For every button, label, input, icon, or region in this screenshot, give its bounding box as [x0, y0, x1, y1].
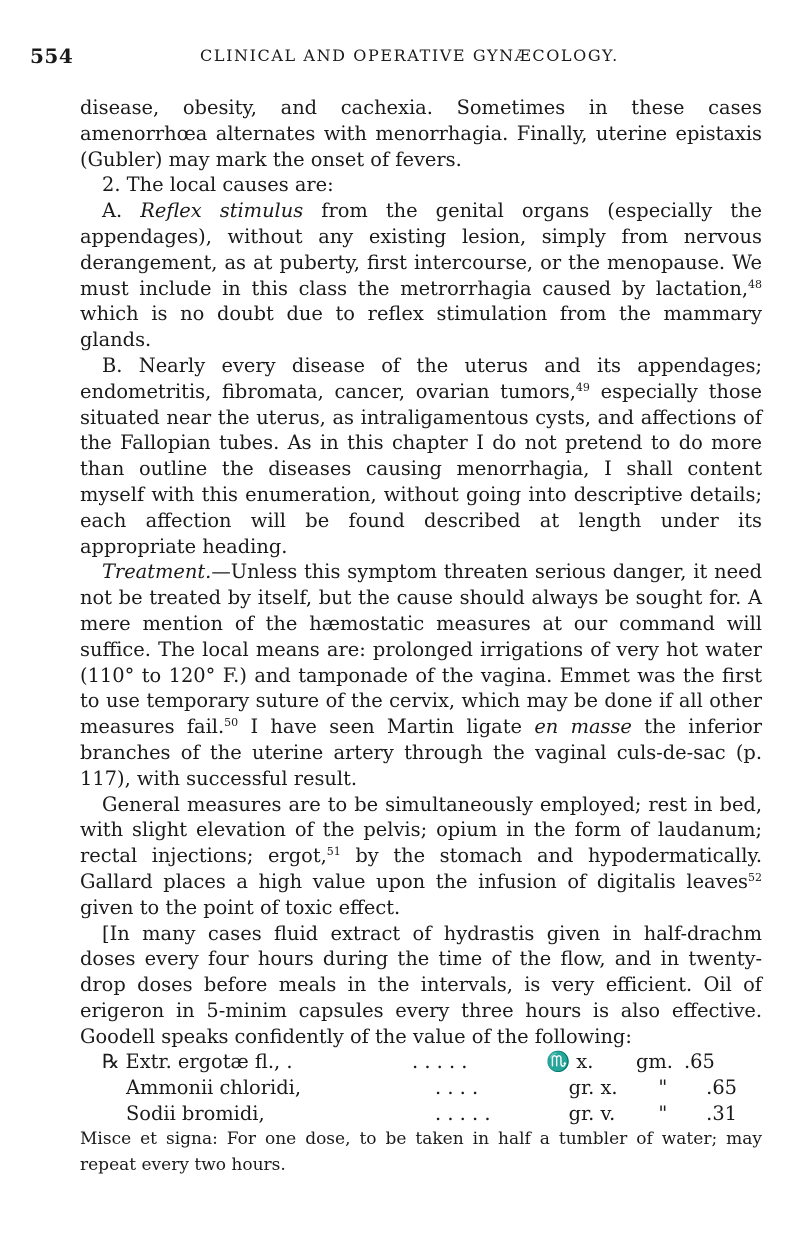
treatment-heading: Treatment.: [102, 560, 212, 584]
paragraph-6-text-a: General measures are to be simultaneously employed; rest in bed, with slight elevation of the pelvis; opium in the form of laudanum; rectal injections; ergot,: [80, 792, 762, 868]
prescription-dose: ♏ x.: [546, 1050, 594, 1074]
paragraph-3-label: A.: [102, 199, 141, 223]
footnote-ref-49: 49: [575, 380, 590, 394]
prescription-ingredient: Ammonii chloridi,: [126, 1076, 301, 1100]
paragraph-6-text-c: given to the point of toxic effect.: [80, 895, 401, 919]
prescription-ingredient: ℞ Extr. ergotæ fl., .: [102, 1050, 293, 1074]
paragraph-5-text-b: I have seen Martin ligate: [238, 715, 535, 739]
paragraph-1: disease, obesity, and cachexia. Sometimes in these cases amenorrhœa alternates with menorrhagia. Finally, uterine epistaxis (Gubler) may mark the onset of fevers.: [80, 96, 762, 171]
prescription-metric: .65: [684, 1050, 715, 1074]
paragraph-6: [80, 792, 762, 921]
paragraph-5: [80, 559, 762, 791]
en-masse-term: en masse: [534, 715, 632, 739]
prescription-row: [102, 1101, 762, 1127]
paragraph-2: 2. The local causes are:: [102, 173, 334, 197]
prescription-leader: . . . . .: [435, 1102, 491, 1126]
paragraph-3-text-a: from the genital organs (especially the appendages), without any existing lesion, simply from nervous derangement, as at puberty, first intercourse, or the menopause. We must include in this class the metrorrhagia caused by lactation,: [80, 199, 762, 300]
prescription-unit: ": [658, 1102, 668, 1126]
paragraph-4-text-a: B. Nearly every disease of the uterus and its appendages; endometritis, fibromata, cancer, ovarian tumors,: [80, 353, 762, 403]
prescription-leader: . . . . .: [412, 1050, 468, 1074]
footnote-ref-50: 50: [224, 716, 239, 730]
paragraph-3-text-b: which is no doubt due to reflex stimulation from the mammary glands.: [80, 302, 762, 352]
paragraph-3: [80, 198, 762, 353]
prescription-ingredient: Sodii bromidi,: [126, 1102, 265, 1126]
body-text: [80, 95, 762, 1178]
paragraph-7: [In many cases fluid extract of hydrastis given in half-drachm doses every four hours during the time of the flow, and in twenty-drop doses before meals in the intervals, is very efficient. Oil of erigeron in 5-minim capsules every three hours is also effective. Goodell speaks confidently of the value of the following:: [80, 921, 762, 1048]
footnote-ref-48: 48: [748, 277, 762, 291]
prescription-metric: .65: [706, 1076, 738, 1100]
prescription-row: [102, 1049, 762, 1075]
footnote-ref-52: 52: [748, 870, 762, 884]
prescription-row: [102, 1075, 762, 1101]
reflex-stimulus-term: Reflex stimulus: [140, 199, 304, 223]
paragraph-5-text-a: —Unless this symptom threaten serious danger, it need not be treated by itself, but the cause should always be sought for. A mere mention of the hæmostatic measures at our command will suffice. The local means are: prolonged irrigations of very hot water (110° to 120° F.) and tamponade of the vagina. Emmet was the first to use temporary suture of the cervix, which may be done if all other measures fail.: [80, 560, 762, 739]
page-header: [30, 44, 760, 68]
prescription-unit: gm.: [636, 1050, 673, 1074]
prescription-leader: . . . .: [435, 1076, 479, 1100]
prescription-metric: .31: [706, 1102, 738, 1126]
paragraph-4-text-b: especially those situated near the uterus, as intraligamentous cysts, and affections of the Fallopian tubes. As in this chapter I do not pretend to do more than outline the diseases causing menorrhagia, I shall content myself with this enumeration, without going into descriptive details; each affection will be found described at length under its appropriate heading.: [80, 379, 762, 558]
footnote-ref-51: 51: [326, 845, 341, 859]
running-head: CLINICAL AND OPERATIVE GYNÆCOLOGY.: [200, 46, 619, 65]
paragraph-6-text-b: by the stomach and hypodermatically. Gallard places a high value upon the infusion of digitalis leaves: [80, 844, 762, 893]
prescription: [80, 1049, 762, 1126]
paragraph-5-text-c: the inferior branches of the uterine artery through the vaginal culs-de-sac (p. 117), with successful result.: [80, 715, 763, 790]
prescription-instructions: Misce et signa: For one dose, to be taken in half a tumbler of water; may repeat every two hours.: [80, 1128, 762, 1175]
prescription-dose: gr. x.: [568, 1076, 618, 1100]
page-number: 554: [30, 44, 74, 68]
prescription-unit: ": [658, 1076, 668, 1100]
paragraph-4: [80, 353, 762, 559]
prescription-dose: gr. v.: [568, 1102, 616, 1126]
